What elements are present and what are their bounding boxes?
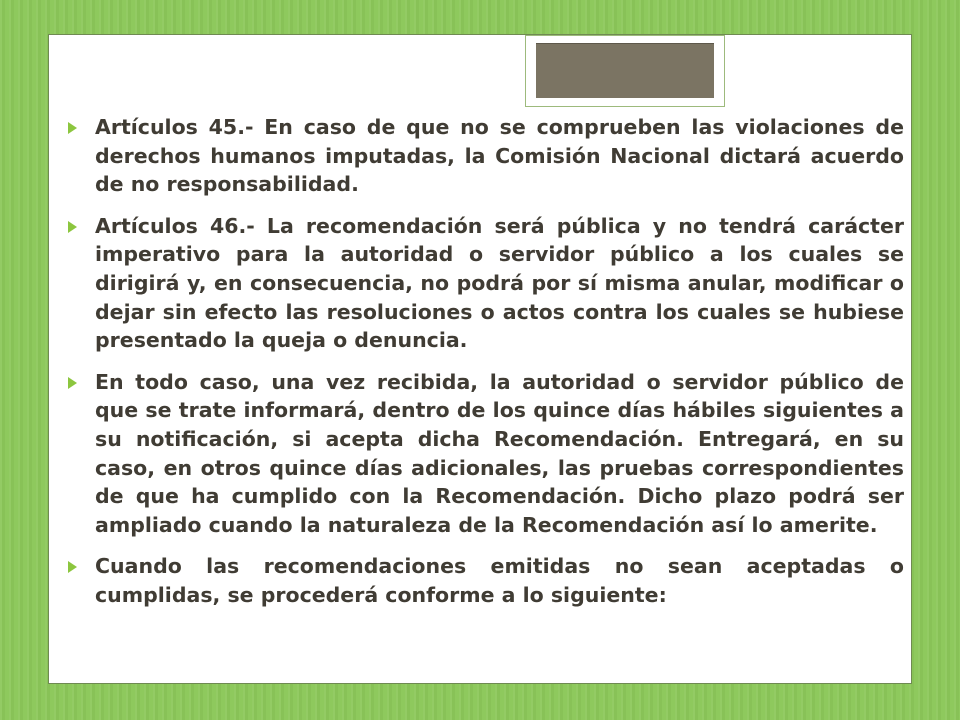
title-frame <box>525 35 725 107</box>
bullet-text: En todo caso, una vez recibida, la autoridad o servidor público de que se trate informará, dentro de los quince días hábiles siguientes a su notificación, si acepta dicha Recomendación. Entregará, en su caso, en otros quince días adicionales, las pruebas correspondientes de que ha cumplido con la Recomendación. Dicho plazo podrá ser ampliado cuando la naturaleza de la Recomendación así lo amerite. <box>95 369 904 537</box>
bullet-text: Artículos 46.- La recomendación será pública y no tendrá carácter imperativo para la autoridad o servidor público a los cuales se dirigirá y, en consecuencia, no podrá por sí misma anular, modificar o dejar sin efecto las resoluciones o actos contra los cuales se hubiese presentado la queja o denuncia. <box>95 213 904 353</box>
right-triangle-bullet-icon <box>68 561 77 573</box>
bullet-item <box>68 113 904 199</box>
right-triangle-bullet-icon <box>68 122 77 134</box>
bullet-list <box>68 113 904 623</box>
bullet-text: Cuando las recomendaciones emitidas no sean aceptadas o cumplidas, se procederá conforme a lo siguiente: <box>95 554 904 607</box>
title-placeholder-box <box>536 43 714 98</box>
bullet-item <box>68 212 904 355</box>
right-triangle-bullet-icon <box>68 221 77 233</box>
bullet-text: Artículos 45.- En caso de que no se comprueben las violaciones de derechos humanos imputadas, la Comisión Nacional dictará acuerdo de no responsabilidad. <box>95 115 904 197</box>
bullet-item <box>68 552 904 609</box>
bullet-item <box>68 368 904 540</box>
right-triangle-bullet-icon <box>68 377 77 389</box>
